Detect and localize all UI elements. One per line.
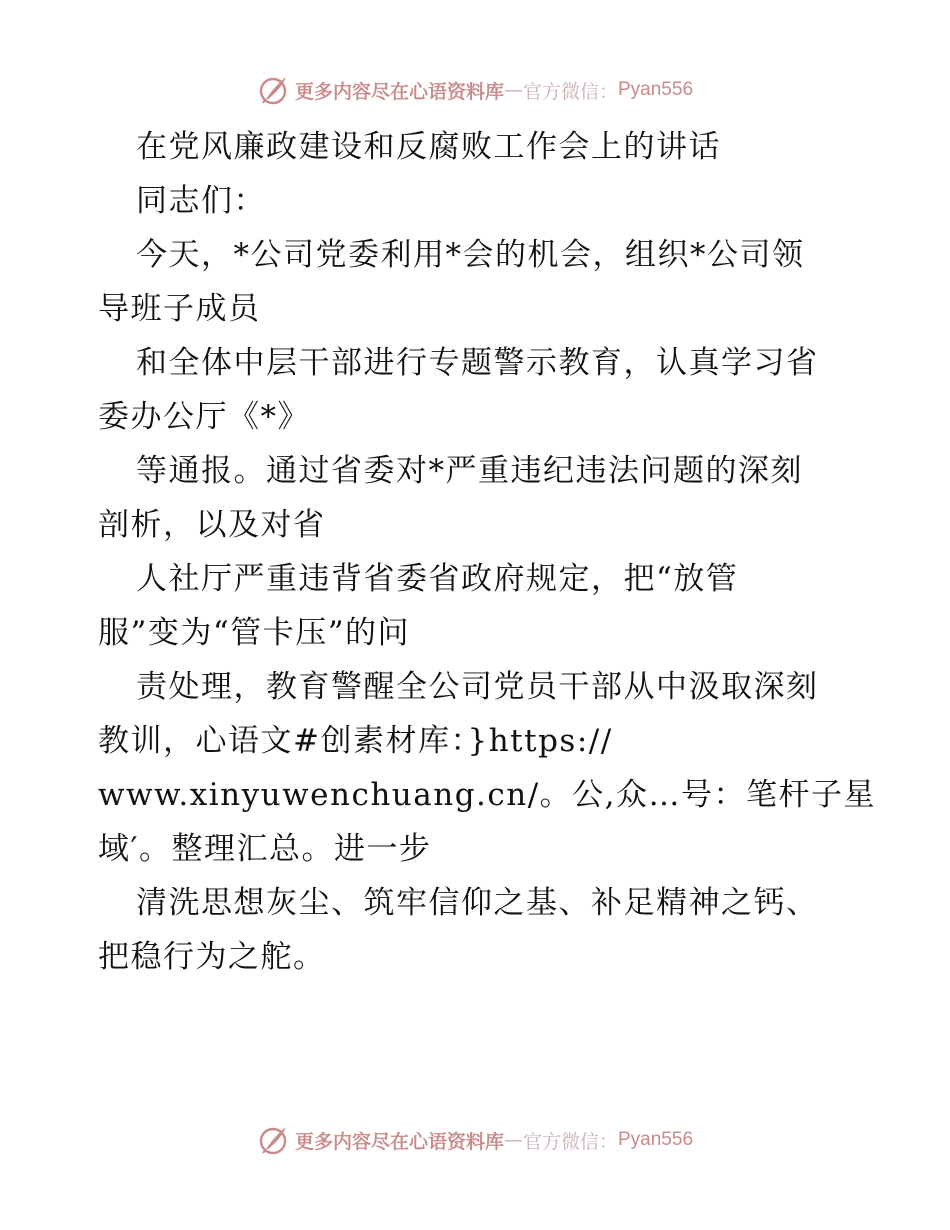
watermark-official-label: 官方微信： — [522, 80, 618, 103]
watermark-brand: 更多内容尽在心语资料库 — [294, 1130, 504, 1153]
text-line: www.xinyuwenchuang.cn/。公,众…号：笔杆子星 — [98, 777, 877, 813]
feather-pen-logo-icon — [257, 1124, 289, 1156]
watermark-separator: — — [503, 1129, 523, 1151]
text-line: 域′。整理汇总。进一步 — [98, 831, 432, 867]
document-title: 在党风廉政建设和反腐败工作会上的讲话 — [136, 129, 721, 165]
watermark-wechat-id: Pyan556 — [618, 1129, 694, 1150]
watermark-official-label: 官方微信： — [522, 1130, 618, 1153]
text-line: 教训，心语文#创素材库：}https:// — [98, 723, 613, 759]
watermark-separator: — — [503, 79, 523, 101]
salutation: 同志们： — [136, 183, 266, 219]
document-body — [98, 120, 877, 984]
text-line: 等通报。通过省委对*严重违纪违法问题的深刻 — [136, 453, 803, 489]
text-line: 服”变为“管卡压”的问 — [98, 615, 411, 651]
text-line: 剖析，以及对省 — [98, 507, 326, 543]
text-line: 人社厅严重违背省委省政府规定，把“放管 — [136, 561, 739, 597]
text-line: 委办公厅《*》 — [98, 399, 310, 435]
text-line: 责处理，教育警醒全公司党员干部从中汲取深刻 — [136, 669, 819, 705]
watermark-header — [0, 70, 950, 110]
text-line: 把稳行为之舵。 — [98, 939, 326, 975]
text-line: 今天，*公司党委利用*会的机会，组织*公司领 — [136, 237, 805, 273]
watermark-brand: 更多内容尽在心语资料库 — [294, 80, 504, 103]
feather-pen-logo-icon — [257, 74, 289, 106]
text-line: 导班子成员 — [98, 291, 261, 327]
text-line: 和全体中层干部进行专题警示教育，认真学习省 — [136, 345, 819, 381]
watermark-wechat-id: Pyan556 — [618, 79, 694, 100]
text-line: 清洗思想灰尘、筑牢信仰之基、补足精神之钙、 — [136, 885, 819, 921]
watermark-footer — [0, 1120, 950, 1160]
